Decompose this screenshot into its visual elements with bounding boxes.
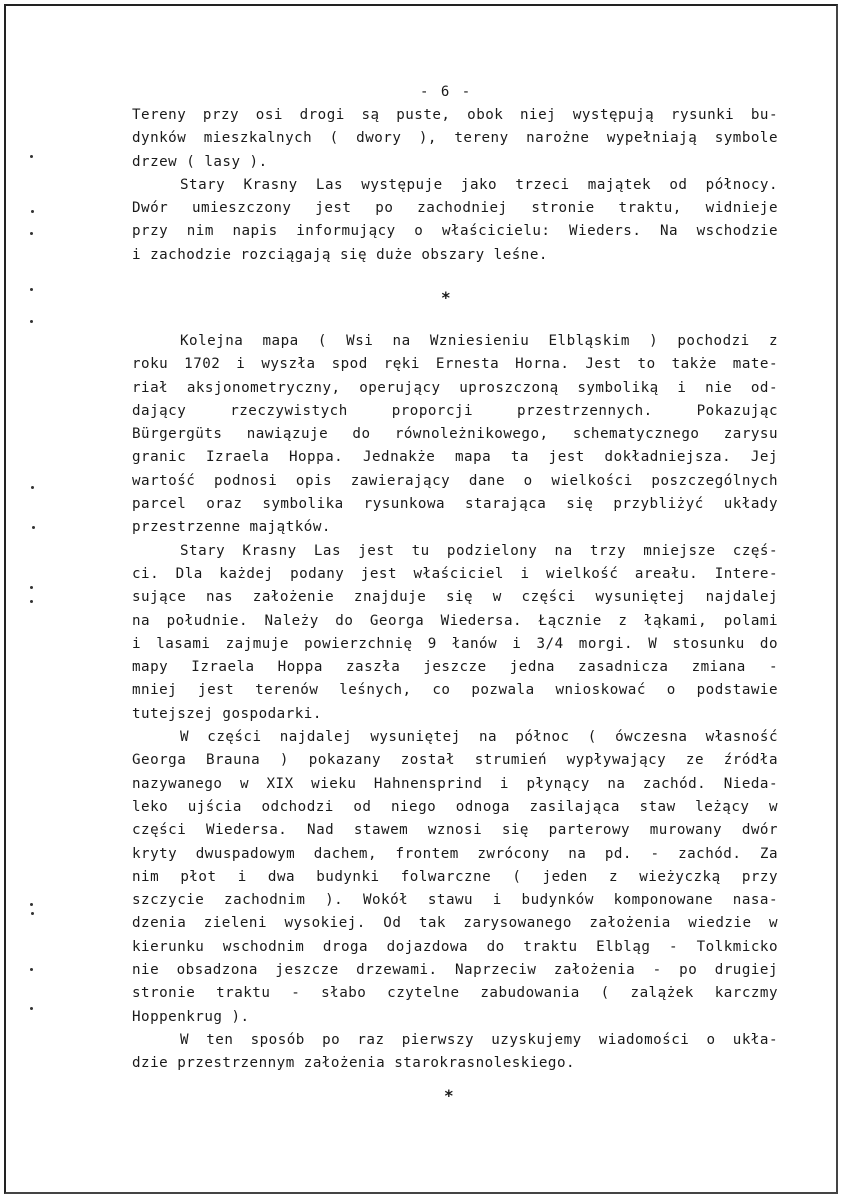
scan-speck	[30, 1007, 33, 1010]
scan-speck	[31, 486, 34, 489]
text-line: ci. Dla każdej podany jest właściciel i wielkość areału. Intere-	[132, 565, 778, 582]
text-line: dynków mieszkalnych ( dwory ), tereny narożne wypełniają symbole	[132, 130, 778, 147]
text-line: dzenia zieleni wysokiej. Od tak zarysowanego założenia wiedzie w	[132, 915, 778, 932]
scan-speck	[30, 232, 33, 235]
scan-speck	[30, 586, 33, 589]
scan-speck	[30, 968, 33, 971]
text-line: tutejszej gospodarki.	[132, 705, 322, 722]
section-separator: *	[441, 288, 451, 307]
text-line: Georga Brauna ) pokazany został strumień wypływający ze źródła	[132, 752, 778, 769]
text-line: granic Izraela Hoppa. Jednakże mapa ta jest dokładniejsza. Jej	[132, 449, 778, 466]
text-line: mapy Izraela Hoppa zaszła jeszcze jedna zasadnicza zmiana -	[132, 659, 778, 676]
text-line: Stary Krasny Las występuje jako trzeci majątek od północy.	[180, 176, 778, 193]
text-line: stronie traktu - słabo czytelne zabudowania ( zalążek karczmy	[132, 985, 778, 1002]
text-line: i zachodzie rozciągają się duże obszary leśne.	[132, 246, 548, 263]
scan-speck	[30, 320, 33, 323]
text-line: Hoppenkrug ).	[132, 1008, 250, 1025]
text-line: dający rzeczywistych proporcji przestrzennych. Pokazując	[132, 402, 778, 419]
text-line: W ten sposób po raz pierwszy uzyskujemy wiadomości o ukła-	[180, 1031, 778, 1048]
text-line: przestrzenne majątków.	[132, 519, 331, 536]
text-line: wartość podnosi opis zawierający dane o wielkości poszczególnych	[132, 472, 778, 489]
scan-speck	[32, 526, 35, 529]
text-line: szczycie zachodnim ). Wokół stawu i budynków komponowane nasa-	[132, 892, 778, 909]
text-line: Dwór umieszczony jest po zachodniej stronie traktu, widnieje	[132, 200, 778, 217]
text-line: sujące nas założenie znajduje się w części wysuniętej najdalej	[132, 589, 778, 606]
text-line: kierunku wschodnim droga dojazdowa do traktu Elbląg - Tolkmicko	[132, 938, 778, 955]
text-line: nie obsadzona jeszcze drzewami. Naprzeciw założenia - po drugiej	[132, 962, 778, 979]
scan-speck	[30, 155, 33, 158]
text-block-1	[132, 104, 778, 267]
text-line: parcel oraz symbolika rysunkowa starająca się przybliżyć układy	[132, 496, 778, 513]
text-line: Bürgergüts nawiązuje do równoleżnikowego, schematycznego zarysu	[132, 426, 778, 443]
scan-speck	[30, 288, 33, 291]
text-line: na południe. Należy do Georga Wiedersa. Łącznie z łąkami, polami	[132, 612, 778, 629]
text-block-2	[132, 330, 778, 1076]
text-line: części Wiedersa. Nad stawem wznosi się parterowy murowany dwór	[132, 822, 778, 839]
text-line: mniej jest terenów leśnych, co pozwala wnioskować o podstawie	[132, 682, 778, 699]
text-line: kryty dwuspadowym dachem, frontem zwrócony na pd. - zachód. Za	[132, 845, 778, 862]
text-line: roku 1702 i wyszła spod ręki Ernesta Horna. Jest to także mate-	[132, 356, 778, 373]
text-line: riał aksjonometryczny, operujący uproszczoną symboliką i nie od-	[132, 379, 778, 396]
text-line: Kolejna mapa ( Wsi na Wzniesieniu Elbląskim ) pochodzi z	[180, 333, 778, 349]
text-line: nim płot i dwa budynki folwarczne ( jeden z wieżyczką przy	[132, 868, 778, 885]
section-separator: *	[444, 1086, 454, 1105]
text-line: i lasami zajmuje powierzchnię 9 łanów i 3/4 morgi. W stosunku do	[132, 635, 778, 652]
page-number: - 6 -	[420, 84, 473, 100]
text-line: drzew ( lasy ).	[132, 153, 268, 170]
text-line: Tereny przy osi drogi są puste, obok niej występują rysunki bu-	[132, 107, 778, 123]
scan-speck	[30, 903, 33, 906]
scan-speck	[30, 600, 33, 603]
scan-speck	[31, 210, 34, 213]
text-line: leko ujścia odchodzi od niego odnoga zasilająca staw leżący w	[132, 798, 778, 815]
text-line: Stary Krasny Las jest tu podzielony na trzy mniejsze częś-	[180, 542, 778, 559]
text-line: dzie przestrzennym założenia starokrasnoleskiego.	[132, 1055, 576, 1072]
text-line: przy nim napis informujący o właścicielu: Wieders. Na wschodzie	[132, 223, 778, 240]
scan-speck	[31, 912, 34, 915]
text-line: W części najdalej wysuniętej na północ ( ówczesna własność	[180, 729, 778, 746]
text-line: nazywanego w XIX wieku Hahnensprind i płynący na zachód. Nieda-	[132, 775, 778, 792]
